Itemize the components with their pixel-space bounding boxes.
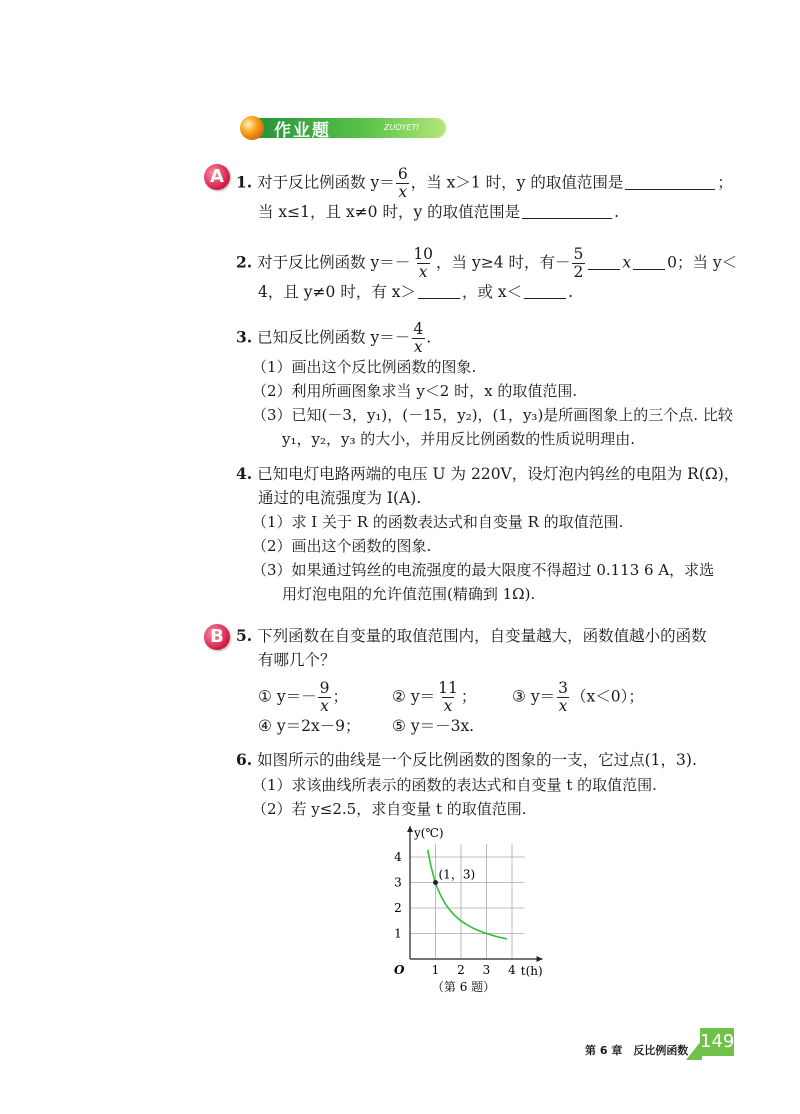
q6-item-2: （2）若 y≤2.5，求自变量 t 的取值范围. (252, 800, 527, 818)
q4-item-1: （1）求 I 关于 R 的函数表达式和自变量 R 的取值范围. (252, 513, 624, 531)
q3-item-1: （1）画出这个反比例函数的图象. (252, 358, 477, 376)
q3-number: 3. (236, 327, 253, 347)
y-tick-label: 2 (394, 901, 402, 915)
q5-number: 5. (236, 626, 253, 645)
q1-number: 1. (236, 172, 253, 192)
y-axis-arrow (407, 826, 413, 832)
q6-item-1: （1）求该曲线所表示的函数的表达式和自变量 t 的取值范围. (252, 776, 657, 794)
q4-item-2: （2）画出这个函数的图象. (252, 537, 432, 555)
x-tick-label: 2 (457, 963, 465, 977)
q3-item-3: （3）已知(－3，y₁)，(－15，y₂)，(1，y₃)是所画图象上的三个点. 比较 (252, 406, 733, 424)
q5-option-2: ② y＝ $\frac{11}{x}$ ； (392, 679, 477, 715)
section-title: 作业题 (274, 121, 331, 141)
function-graph (385, 822, 555, 997)
footer-chapter: 第 6 章 反比例函数 (585, 1044, 689, 1057)
q5-line1: 5. 下列函数在自变量的取值范围内，自变量越大，函数值越小的函数 (236, 626, 707, 645)
q5-line2: 有哪几个？ (258, 651, 336, 669)
q4-item-3: （3）如果通过钨丝的电流强度的最大限度不得超过 0.113 6 A，求选 (252, 561, 715, 579)
q4-number: 4. (236, 464, 253, 483)
y-axis-label: y(℃) (414, 826, 444, 840)
x-tick-label: 1 (431, 963, 440, 977)
answer-blank[interactable] (588, 255, 620, 270)
q3-item-2: （2）利用所画图象求当 y＜2 时，x 的取值范围. (252, 382, 578, 400)
q5-option-4: ④ y＝2x－9； (258, 717, 361, 735)
q6-number: 6. (236, 750, 253, 769)
q5-options-row1: ① y＝－ $\frac{9}{x}$ ； (258, 679, 348, 715)
answer-blank[interactable] (625, 175, 715, 190)
origin-label: O (394, 963, 405, 977)
section-banner (236, 114, 448, 142)
section-pinyin: ZUOYETI (384, 123, 419, 132)
y-tick-label: 3 (394, 875, 402, 890)
x-axis-label: t(h) (520, 964, 543, 978)
q5-option-3: ③ y＝ $\frac{3}{x}$ （x＜0）； (512, 679, 644, 715)
q1-line2: 当 x≤1，且 x≠0 时，y 的取值范围是 . (258, 203, 620, 221)
level-b-badge: B (204, 624, 230, 650)
data-point (433, 880, 438, 885)
x-tick-label: 4 (508, 963, 516, 977)
q6-line1: 6. 如图所示的曲线是一个反比例函数的图象的一支，它过点(1，3). (236, 750, 697, 769)
q5-option-5: ⑤ y＝－3x. (392, 717, 475, 735)
q4-line2: 通过的电流强度为 I(A). (258, 489, 422, 507)
chart-caption: （第 6 题） (431, 980, 496, 994)
point-label: (1，3) (438, 867, 476, 882)
answer-blank[interactable] (524, 284, 566, 299)
q3-line1: 3. 已知反比例函数 y＝－ $\frac{4}{x}$ . (236, 320, 432, 356)
answer-blank[interactable] (633, 255, 665, 270)
q2-line2: 4，且 y≠0 时，有 x＞ ，或 x＜ . (258, 283, 574, 301)
answer-blank[interactable] (418, 284, 460, 299)
q4-line1: 4. 已知电灯电路两端的电压 U 为 220V，设灯泡内钨丝的电阻为 R(Ω)， (236, 464, 740, 483)
answer-blank[interactable] (522, 204, 612, 219)
level-a-badge: A (204, 164, 230, 190)
x-axis-arrow (537, 956, 543, 962)
page-number: 149 (700, 1028, 734, 1056)
q2-number: 2. (236, 252, 253, 272)
x-tick-label: 3 (482, 963, 491, 977)
q4-item-3-cont: 用灯泡电阻的允许值范围(精确到 1Ω). (282, 585, 536, 603)
orange-ball-icon (240, 116, 264, 140)
q1-line1: 1. 对于反比例函数 y＝ $\frac{6}{x}$ ，当 x＞1 时，y 的取值范围是 ； (236, 165, 733, 201)
q2-line1: 2. 对于反比例函数 y＝－ $\frac{10}{x}$ ，当 y≥4 时，有－ $\frac{5}{2}$ x 0；当 y＜ (236, 245, 738, 281)
q3-item-3-cont: y₁，y₂，y₃ 的大小，并用反比例函数的性质说明理由. (282, 430, 636, 448)
function-curve (428, 850, 507, 939)
y-tick-label: 1 (394, 926, 402, 941)
y-tick-label: 4 (394, 850, 402, 864)
